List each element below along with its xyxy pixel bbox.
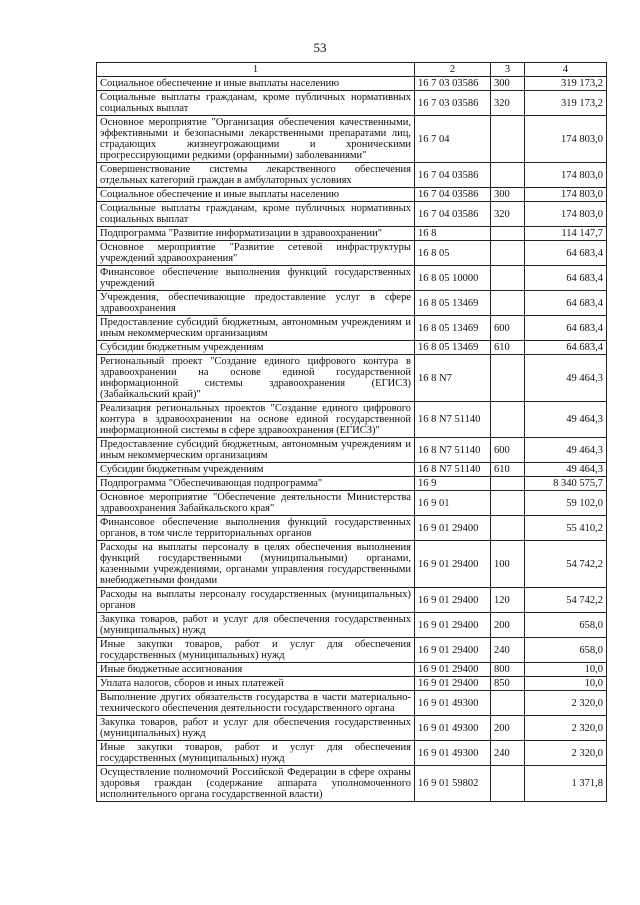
table-row bbox=[97, 202, 607, 227]
code-cell: 16 9 01 29400 bbox=[415, 677, 491, 691]
table-header-row bbox=[97, 63, 607, 77]
table-row bbox=[97, 613, 607, 638]
amount-cell: 114 147,7 bbox=[525, 227, 607, 241]
amount-cell: 49 464,3 bbox=[525, 355, 607, 402]
amount-cell: 49 464,3 bbox=[525, 463, 607, 477]
table-row bbox=[97, 541, 607, 588]
page-number: 53 bbox=[313, 40, 327, 55]
name-cell: Социальные выплаты гражданам, кроме публичных нормативных социальных выплат bbox=[97, 202, 415, 227]
type-cell: 610 bbox=[491, 341, 525, 355]
amount-cell: 319 173,2 bbox=[525, 77, 607, 91]
code-cell: 16 9 01 29400 bbox=[415, 663, 491, 677]
table-row bbox=[97, 766, 607, 802]
table-row bbox=[97, 402, 607, 438]
type-cell bbox=[491, 766, 525, 802]
table-row bbox=[97, 77, 607, 91]
code-cell: 16 8 05 10000 bbox=[415, 266, 491, 291]
table-row bbox=[97, 716, 607, 741]
name-cell: Подпрограмма "Развитие информатизации в здравоохранении" bbox=[97, 227, 415, 241]
code-cell: 16 9 01 bbox=[415, 491, 491, 516]
type-cell bbox=[491, 355, 525, 402]
code-cell: 16 8 05 13469 bbox=[415, 291, 491, 316]
type-cell: 610 bbox=[491, 463, 525, 477]
table-row bbox=[97, 516, 607, 541]
type-cell: 800 bbox=[491, 663, 525, 677]
code-cell: 16 8 bbox=[415, 227, 491, 241]
amount-cell: 64 683,4 bbox=[525, 241, 607, 266]
table-row bbox=[97, 316, 607, 341]
name-cell: Региональный проект "Создание единого цифрового контура в здравоохранении на основе единой государственной информационной системы здравоохранения (ЕГИСЗ) (Забайкальский край)" bbox=[97, 355, 415, 402]
amount-cell: 64 683,4 bbox=[525, 316, 607, 341]
type-cell: 300 bbox=[491, 77, 525, 91]
table-row bbox=[97, 663, 607, 677]
name-cell: Осуществление полномочий Российской Федерации в сфере охраны здоровья граждан (содержание аппарата уполномоченного исполнительного органа государственной власти) bbox=[97, 766, 415, 802]
type-cell: 100 bbox=[491, 541, 525, 588]
name-cell: Выполнение других обязательств государства в части материально-технического обеспечения деятельности государственного органа bbox=[97, 691, 415, 716]
code-cell: 16 7 04 03586 bbox=[415, 188, 491, 202]
table-row bbox=[97, 291, 607, 316]
amount-cell: 55 410,2 bbox=[525, 516, 607, 541]
amount-cell: 54 742,2 bbox=[525, 588, 607, 613]
budget-table bbox=[96, 62, 607, 802]
amount-cell: 658,0 bbox=[525, 638, 607, 663]
type-cell: 120 bbox=[491, 588, 525, 613]
amount-cell: 2 320,0 bbox=[525, 741, 607, 766]
code-cell: 16 9 01 29400 bbox=[415, 541, 491, 588]
table-row bbox=[97, 438, 607, 463]
amount-cell: 49 464,3 bbox=[525, 438, 607, 463]
table-row bbox=[97, 677, 607, 691]
table-row bbox=[97, 341, 607, 355]
amount-cell: 59 102,0 bbox=[525, 491, 607, 516]
code-cell: 16 8 N7 51140 bbox=[415, 402, 491, 438]
type-cell: 240 bbox=[491, 741, 525, 766]
name-cell: Реализация региональных проектов "Создание единого цифрового контура в здравоохранении на основе единой государственной информационной системы в сфере здравоохранения (ЕГИСЗ)" bbox=[97, 402, 415, 438]
code-cell: 16 9 bbox=[415, 477, 491, 491]
amount-cell: 10,0 bbox=[525, 677, 607, 691]
name-cell: Социальное обеспечение и иные выплаты населению bbox=[97, 77, 415, 91]
header-cell: 4 bbox=[525, 63, 607, 77]
type-cell bbox=[491, 291, 525, 316]
type-cell: 240 bbox=[491, 638, 525, 663]
amount-cell: 174 803,0 bbox=[525, 116, 607, 163]
table-row bbox=[97, 638, 607, 663]
code-cell: 16 7 04 03586 bbox=[415, 202, 491, 227]
header-cell: 2 bbox=[415, 63, 491, 77]
table-row bbox=[97, 188, 607, 202]
type-cell: 320 bbox=[491, 202, 525, 227]
amount-cell: 8 340 575,7 bbox=[525, 477, 607, 491]
type-cell bbox=[491, 491, 525, 516]
type-cell: 600 bbox=[491, 438, 525, 463]
amount-cell: 319 173,2 bbox=[525, 91, 607, 116]
name-cell: Расходы на выплаты персоналу государственных (муниципальных) органов bbox=[97, 588, 415, 613]
code-cell: 16 9 01 29400 bbox=[415, 613, 491, 638]
table-row bbox=[97, 91, 607, 116]
type-cell bbox=[491, 402, 525, 438]
name-cell: Подпрограмма "Обеспечивающая подпрограмма" bbox=[97, 477, 415, 491]
table-row bbox=[97, 588, 607, 613]
name-cell: Основное мероприятие "Организация обеспечения качественными, эффективными и безопасными лекарственными препаратами лиц, страдающих жизнеугрожающими и хроническими прогрессирующими редкими (орфанными) заболеваниями" bbox=[97, 116, 415, 163]
type-cell bbox=[491, 516, 525, 541]
code-cell: 16 8 N7 bbox=[415, 355, 491, 402]
code-cell: 16 7 03 03586 bbox=[415, 77, 491, 91]
amount-cell: 1 371,8 bbox=[525, 766, 607, 802]
code-cell: 16 9 01 29400 bbox=[415, 516, 491, 541]
amount-cell: 64 683,4 bbox=[525, 266, 607, 291]
code-cell: 16 8 N7 51140 bbox=[415, 463, 491, 477]
type-cell bbox=[491, 477, 525, 491]
name-cell: Субсидии бюджетным учреждениям bbox=[97, 341, 415, 355]
amount-cell: 174 803,0 bbox=[525, 188, 607, 202]
table-row bbox=[97, 477, 607, 491]
code-cell: 16 8 05 bbox=[415, 241, 491, 266]
type-cell: 200 bbox=[491, 613, 525, 638]
code-cell: 16 9 01 29400 bbox=[415, 588, 491, 613]
name-cell: Финансовое обеспечение выполнения функций государственных учреждений bbox=[97, 266, 415, 291]
table-row bbox=[97, 266, 607, 291]
header-cell: 1 bbox=[97, 63, 415, 77]
name-cell: Закупка товаров, работ и услуг для обеспечения государственных (муниципальных) нужд bbox=[97, 613, 415, 638]
type-cell bbox=[491, 691, 525, 716]
table-row bbox=[97, 355, 607, 402]
amount-cell: 174 803,0 bbox=[525, 163, 607, 188]
table-row bbox=[97, 163, 607, 188]
code-cell: 16 9 01 29400 bbox=[415, 638, 491, 663]
name-cell: Предоставление субсидий бюджетным, автономным учреждениям и иным некоммерческим организациям bbox=[97, 316, 415, 341]
amount-cell: 49 464,3 bbox=[525, 402, 607, 438]
table-body bbox=[97, 77, 607, 802]
type-cell: 320 bbox=[491, 91, 525, 116]
amount-cell: 174 803,0 bbox=[525, 202, 607, 227]
name-cell: Закупка товаров, работ и услуг для обеспечения государственных (муниципальных) нужд bbox=[97, 716, 415, 741]
code-cell: 16 9 01 59802 bbox=[415, 766, 491, 802]
type-cell: 300 bbox=[491, 188, 525, 202]
table-row bbox=[97, 691, 607, 716]
name-cell: Финансовое обеспечение выполнения функций государственных органов, в том числе территориальных органов bbox=[97, 516, 415, 541]
code-cell: 16 9 01 49300 bbox=[415, 716, 491, 741]
name-cell: Субсидии бюджетным учреждениям bbox=[97, 463, 415, 477]
name-cell: Предоставление субсидий бюджетным, автономным учреждениям и иным некоммерческим организациям bbox=[97, 438, 415, 463]
table-row bbox=[97, 227, 607, 241]
header-cell: 3 bbox=[491, 63, 525, 77]
type-cell: 850 bbox=[491, 677, 525, 691]
amount-cell: 658,0 bbox=[525, 613, 607, 638]
table-row bbox=[97, 463, 607, 477]
name-cell: Иные закупки товаров, работ и услуг для обеспечения государственных (муниципальных) нужд bbox=[97, 741, 415, 766]
code-cell: 16 8 05 13469 bbox=[415, 316, 491, 341]
name-cell: Учреждения, обеспечивающие предоставление услуг в сфере здравоохранения bbox=[97, 291, 415, 316]
amount-cell: 64 683,4 bbox=[525, 341, 607, 355]
name-cell: Социальное обеспечение и иные выплаты населению bbox=[97, 188, 415, 202]
amount-cell: 10,0 bbox=[525, 663, 607, 677]
code-cell: 16 7 04 bbox=[415, 116, 491, 163]
code-cell: 16 8 N7 51140 bbox=[415, 438, 491, 463]
table-row bbox=[97, 116, 607, 163]
code-cell: 16 9 01 49300 bbox=[415, 691, 491, 716]
type-cell bbox=[491, 116, 525, 163]
type-cell bbox=[491, 241, 525, 266]
type-cell: 200 bbox=[491, 716, 525, 741]
name-cell: Иные бюджетные ассигнования bbox=[97, 663, 415, 677]
code-cell: 16 9 01 49300 bbox=[415, 741, 491, 766]
amount-cell: 54 742,2 bbox=[525, 541, 607, 588]
table-row bbox=[97, 741, 607, 766]
type-cell bbox=[491, 266, 525, 291]
amount-cell: 2 320,0 bbox=[525, 716, 607, 741]
name-cell: Социальные выплаты гражданам, кроме публичных нормативных социальных выплат bbox=[97, 91, 415, 116]
type-cell: 600 bbox=[491, 316, 525, 341]
type-cell bbox=[491, 227, 525, 241]
code-cell: 16 8 05 13469 bbox=[415, 341, 491, 355]
name-cell: Иные закупки товаров, работ и услуг для обеспечения государственных (муниципальных) нужд bbox=[97, 638, 415, 663]
table-row bbox=[97, 491, 607, 516]
amount-cell: 2 320,0 bbox=[525, 691, 607, 716]
amount-cell: 64 683,4 bbox=[525, 291, 607, 316]
name-cell: Уплата налогов, сборов и иных платежей bbox=[97, 677, 415, 691]
code-cell: 16 7 03 03586 bbox=[415, 91, 491, 116]
name-cell: Основное мероприятие "Обеспечение деятельности Министерства здравоохранения Забайкальского края" bbox=[97, 491, 415, 516]
table-row bbox=[97, 241, 607, 266]
type-cell bbox=[491, 163, 525, 188]
name-cell: Совершенствование системы лекарственного обеспечения отдельных категорий граждан в амбулаторных условиях bbox=[97, 163, 415, 188]
code-cell: 16 7 04 03586 bbox=[415, 163, 491, 188]
name-cell: Расходы на выплаты персоналу в целях обеспечения выполнения функций государственными (муниципальными) органами, казенными учреждениями, органами управления государственными внебюджетными фондами bbox=[97, 541, 415, 588]
name-cell: Основное мероприятие "Развитие сетевой инфраструктуры учреждений здравоохранения" bbox=[97, 241, 415, 266]
